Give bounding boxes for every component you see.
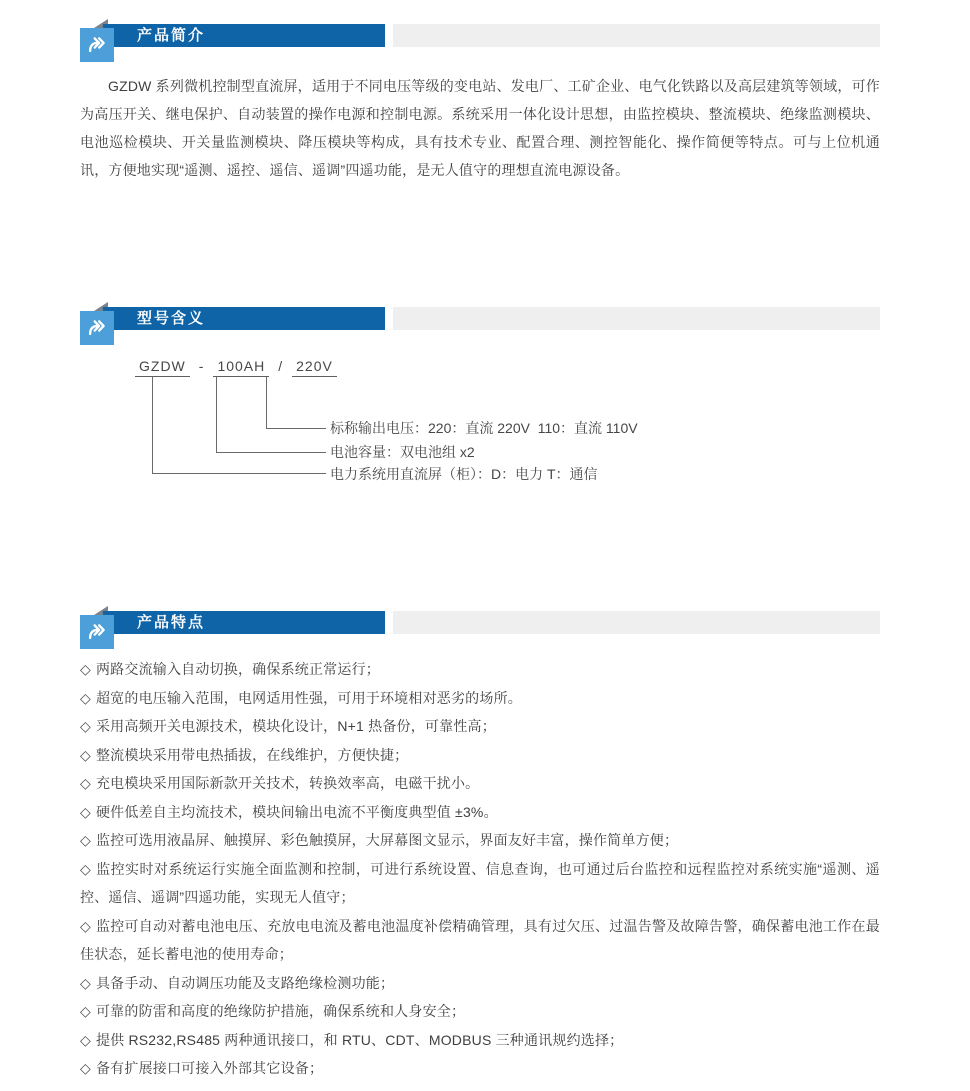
diamond-bullet: ◇ — [80, 860, 92, 877]
features-list — [80, 655, 880, 1083]
feature-text: 整流模块采用带电热插拔，在线维护，方便快捷； — [95, 746, 409, 763]
section-banner — [103, 24, 385, 47]
model-series-code: GZDW — [135, 357, 190, 377]
feature-text: 提供 RS232,RS485 两种通讯接口，和 RTU、CDT、MODBUS 三种通讯规约选择； — [95, 1031, 624, 1048]
diamond-bullet: ◇ — [80, 974, 91, 991]
diamond-bullet: ◇ — [80, 1003, 91, 1019]
feature-item — [80, 769, 880, 798]
double-chevron-arrow-icon — [80, 28, 114, 62]
feature-text: 具备手动、自动调压功能及支路绝缘检测功能； — [95, 974, 395, 991]
connector-line-series — [152, 377, 326, 474]
feature-text: 备有扩展接口可接入外部其它设备； — [95, 1060, 324, 1076]
feature-item — [80, 912, 880, 969]
diamond-bullet: ◇ — [80, 917, 92, 934]
section-title-features: 产品特点 — [137, 614, 206, 631]
feature-text: 充电模块采用国际新款开关技术，转换效率高，电磁干扰小。 — [95, 775, 480, 791]
double-chevron-arrow-icon — [80, 311, 114, 345]
feature-item — [80, 741, 880, 770]
section-title-intro: 产品简介 — [137, 27, 206, 44]
feature-item — [80, 855, 880, 912]
diamond-bullet: ◇ — [80, 803, 91, 820]
model-separator-dash: - — [198, 358, 205, 374]
diamond-bullet: ◇ — [80, 775, 91, 791]
diamond-bullet: ◇ — [80, 718, 91, 734]
section-header-bar — [393, 611, 880, 634]
feature-item — [80, 1026, 880, 1055]
section-title-model: 型号含义 — [137, 310, 206, 327]
section-header-bar — [393, 307, 880, 330]
double-chevron-arrow-icon — [80, 615, 114, 649]
model-legend-voltage: 标称输出电压：220：直流 220V 110：直流 110V — [330, 420, 638, 436]
feature-item — [80, 798, 880, 827]
model-voltage-code: 220V — [292, 357, 337, 377]
diamond-bullet: ◇ — [80, 689, 91, 706]
section-banner — [103, 611, 385, 634]
feature-text: 监控可自动对蓄电池电压、充放电电流及蓄电池温度补偿精确管理，具有过欠压、过温告警及故障告警，确保蓄电池工作在最佳状态，延长蓄电池的使用寿命； — [80, 917, 881, 962]
section-header-bar — [393, 24, 880, 47]
feature-item — [80, 969, 880, 998]
diamond-bullet: ◇ — [80, 832, 91, 848]
feature-text: 硬件低差自主均流技术，模块间输出电流不平衡度典型值 ±3%。 — [95, 803, 498, 820]
feature-text: 监控实时对系统运行实施全面监测和控制，可进行系统设置、信息查询，也可通过后台监控和远程监控对系统实施“遥测、遥控、遥信、遥调”四遥功能，实现无人值守； — [80, 860, 880, 905]
model-capacity-code: 100AH — [213, 357, 269, 377]
feature-text: 采用高频开关电源技术，模块化设计，N+1 热备份，可靠性高； — [95, 718, 496, 734]
feature-text: 可靠的防雷和高度的绝缘防护措施，确保系统和人身安全； — [95, 1003, 466, 1019]
model-legend-series: 电力系统用直流屏（柜）：D：电力 T：通信 — [330, 466, 598, 482]
feature-item — [80, 826, 880, 855]
section-banner — [103, 307, 385, 330]
feature-item — [80, 655, 880, 684]
diamond-bullet: ◇ — [80, 1060, 91, 1076]
section-header-intro — [80, 24, 880, 47]
section-header-model — [80, 307, 880, 330]
diamond-bullet: ◇ — [80, 661, 91, 677]
feature-item — [80, 1054, 880, 1083]
feature-item — [80, 712, 880, 741]
section-header-features — [80, 611, 880, 634]
feature-text: 两路交流输入自动切换，确保系统正常运行； — [95, 661, 380, 677]
feature-item — [80, 684, 880, 713]
model-legend-capacity: 电池容量：双电池组 x2 — [330, 444, 475, 460]
intro-paragraph: GZDW 系列微机控制型直流屏，适用于不同电压等级的变电站、发电厂、工矿企业、电气化铁路以及高层建筑等领域，可作为高压开关、继电保护、自动装置的操作电源和控制电源。系统采用一体化设计思想，由监控模块、整流模块、绝缘监测模块、电池巡检模块、开关量监测模块、降压模块等构成，具有技术专业、配置合理、测控智能化、操作简便等特点。可与上位机通讯，方便地实现“遥测、遥控、遥信、遥调”四遥功能，是无人值守的理想直流电源设备。 — [80, 78, 880, 178]
diamond-bullet: ◇ — [80, 746, 91, 763]
model-separator-slash: / — [278, 358, 284, 374]
feature-item — [80, 997, 880, 1026]
feature-text: 监控可选用液晶屏、触摸屏、彩色触摸屏，大屏幕图文显示，界面友好丰富，操作简单方便； — [95, 832, 679, 848]
feature-text: 超宽的电压输入范围，电网适用性强，可用于环境相对恶劣的场所。 — [95, 689, 522, 706]
model-code — [135, 357, 337, 377]
diamond-bullet: ◇ — [80, 1031, 91, 1048]
